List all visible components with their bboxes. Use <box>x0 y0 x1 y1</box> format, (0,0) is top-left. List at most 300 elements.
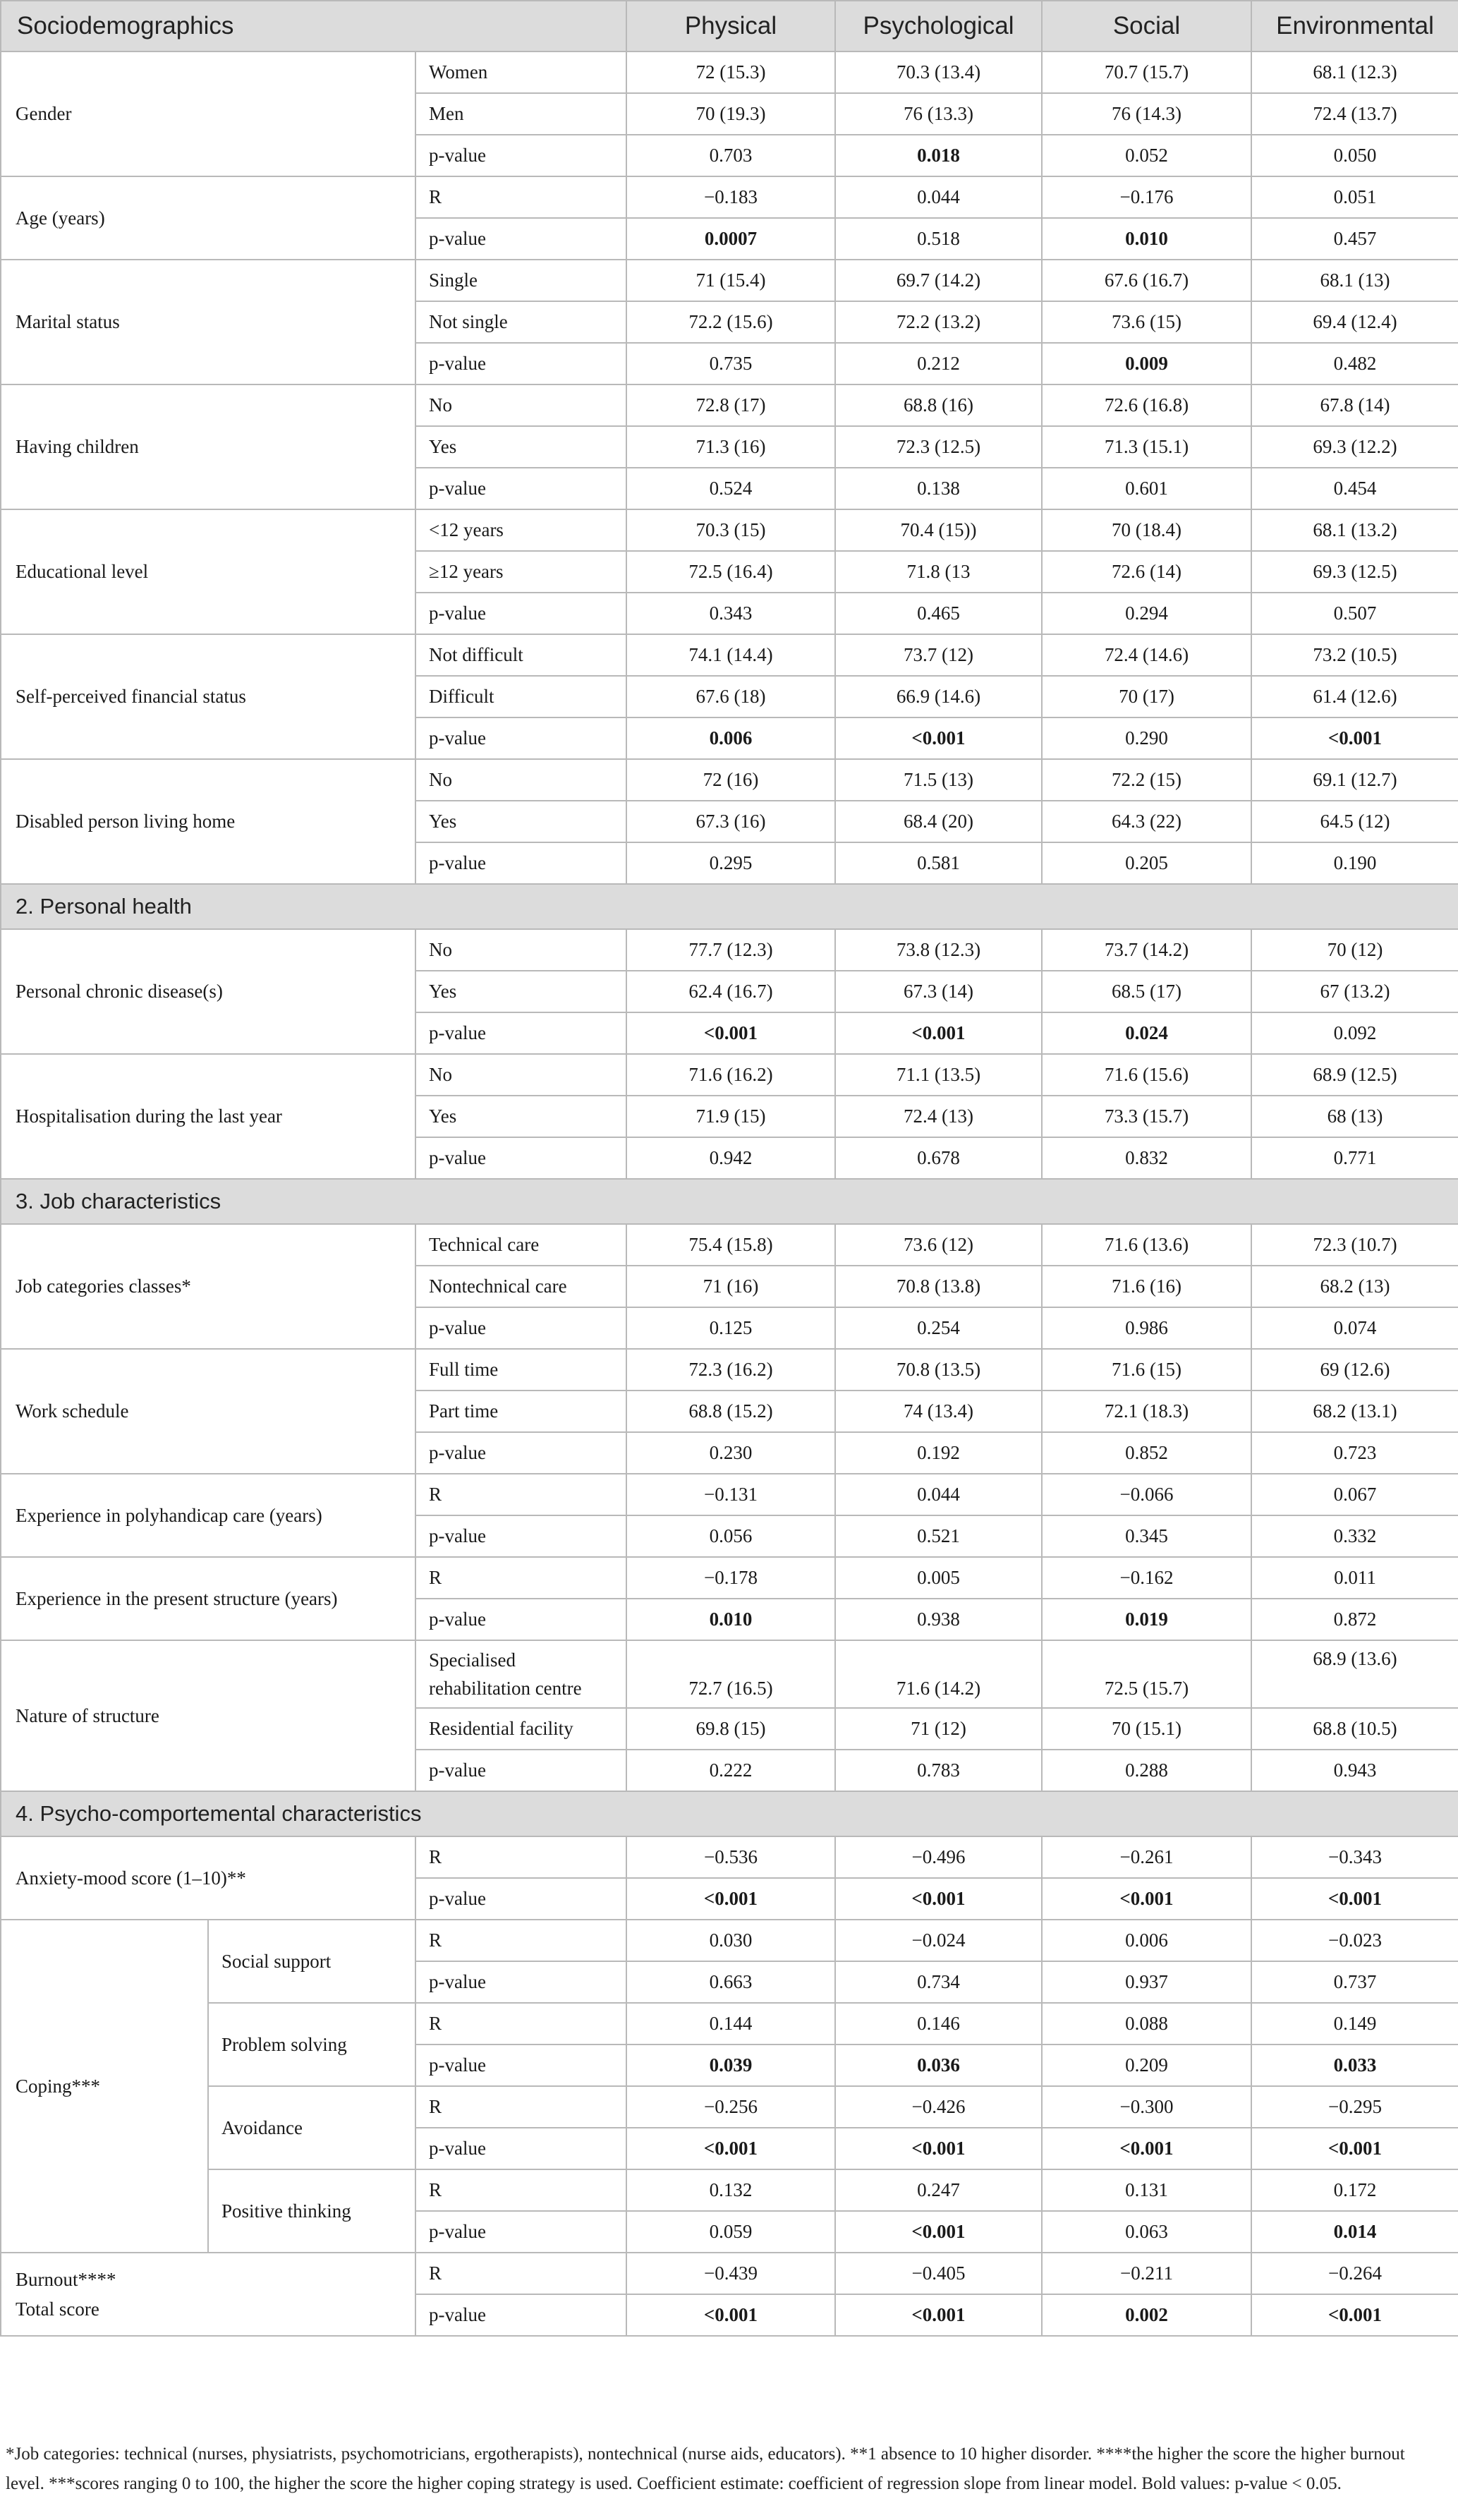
value-cell: 72.3 (12.5) <box>835 426 1042 468</box>
value-cell: 0.872 <box>1251 1599 1458 1640</box>
value-cell: 0.986 <box>1042 1307 1251 1349</box>
value-cell: 61.4 (12.6) <box>1251 676 1458 717</box>
value-cell: 71.3 (16) <box>626 426 835 468</box>
value-cell: 0.290 <box>1042 717 1251 759</box>
value-cell: 0.942 <box>626 1137 835 1179</box>
value-cell: <0.001 <box>626 1878 835 1920</box>
row-sublabel: Not single <box>415 301 626 343</box>
value-cell: 0.051 <box>1251 176 1458 218</box>
variable-label: Educational level <box>1 509 415 634</box>
value-cell: 68.8 (16) <box>835 384 1042 426</box>
value-cell: −0.183 <box>626 176 835 218</box>
table-header <box>1 1 1458 52</box>
table-row <box>1 384 1458 426</box>
value-cell: 0.943 <box>1251 1750 1458 1791</box>
row-sublabel: p-value <box>415 343 626 384</box>
value-cell: <0.001 <box>835 1012 1042 1054</box>
value-cell: 0.524 <box>626 468 835 509</box>
value-cell: 68.1 (13.2) <box>1251 509 1458 551</box>
value-cell: <0.001 <box>835 717 1042 759</box>
row-sublabel: <12 years <box>415 509 626 551</box>
value-cell: 68.2 (13.1) <box>1251 1391 1458 1432</box>
value-cell: 73.3 (15.7) <box>1042 1096 1251 1137</box>
row-sublabel: Yes <box>415 801 626 842</box>
value-cell: 0.018 <box>835 135 1042 176</box>
value-cell: 69.1 (12.7) <box>1251 759 1458 801</box>
value-cell: −0.261 <box>1042 1836 1251 1878</box>
value-cell: 0.172 <box>1251 2169 1458 2211</box>
table-row <box>1 1349 1458 1391</box>
value-cell: 68.9 (13.6) <box>1251 1640 1458 1708</box>
coping-subgroup-label: Positive thinking <box>208 2169 415 2253</box>
row-sublabel: Not difficult <box>415 634 626 676</box>
value-cell: 0.146 <box>835 2003 1042 2045</box>
value-cell: 69.3 (12.5) <box>1251 551 1458 593</box>
variable-label: Having children <box>1 384 415 509</box>
value-cell: 0.009 <box>1042 343 1251 384</box>
variable-label: Hospitalisation during the last year <box>1 1054 415 1179</box>
value-cell: 0.457 <box>1251 218 1458 260</box>
value-cell: 0.010 <box>1042 218 1251 260</box>
table-row <box>1 509 1458 551</box>
variable-label: Marital status <box>1 260 415 384</box>
table-row <box>1 1640 1458 1708</box>
row-sublabel: p-value <box>415 1750 626 1791</box>
value-cell: 0.033 <box>1251 2045 1458 2086</box>
value-cell: <0.001 <box>1251 2128 1458 2169</box>
row-sublabel: Technical care <box>415 1224 626 1266</box>
row-sublabel: p-value <box>415 717 626 759</box>
row-sublabel: R <box>415 1474 626 1515</box>
value-cell: 0.125 <box>626 1307 835 1349</box>
value-cell: 70.8 (13.5) <box>835 1349 1042 1391</box>
value-cell: 72.8 (17) <box>626 384 835 426</box>
value-cell: 0.295 <box>626 842 835 884</box>
value-cell: −0.536 <box>626 1836 835 1878</box>
row-sublabel: R <box>415 1920 626 1961</box>
value-cell: 62.4 (16.7) <box>626 971 835 1012</box>
value-cell: 0.345 <box>1042 1515 1251 1557</box>
value-cell: 71.3 (15.1) <box>1042 426 1251 468</box>
variable-label: Job categories classes* <box>1 1224 415 1349</box>
row-sublabel: R <box>415 1557 626 1599</box>
section-row <box>1 884 1458 929</box>
row-sublabel: Residential facility <box>415 1708 626 1750</box>
value-cell: 72.2 (15.6) <box>626 301 835 343</box>
variable-label: Personal chronic disease(s) <box>1 929 415 1054</box>
coping-subgroup-label: Avoidance <box>208 2086 415 2169</box>
row-sublabel: R <box>415 2169 626 2211</box>
value-cell: 67.3 (14) <box>835 971 1042 1012</box>
value-cell: 70.7 (15.7) <box>1042 52 1251 93</box>
value-cell: <0.001 <box>1251 2294 1458 2336</box>
table-row <box>1 2086 1458 2128</box>
value-cell: 71.9 (15) <box>626 1096 835 1137</box>
value-cell: 66.9 (14.6) <box>835 676 1042 717</box>
value-cell: 77.7 (12.3) <box>626 929 835 971</box>
value-cell: 71 (12) <box>835 1708 1042 1750</box>
value-cell: 0.938 <box>835 1599 1042 1640</box>
value-cell: 0.074 <box>1251 1307 1458 1349</box>
value-cell: 71 (16) <box>626 1266 835 1307</box>
value-cell: 0.254 <box>835 1307 1042 1349</box>
value-cell: 0.288 <box>1042 1750 1251 1791</box>
row-sublabel: p-value <box>415 1432 626 1474</box>
value-cell: −0.496 <box>835 1836 1042 1878</box>
value-cell: 0.019 <box>1042 1599 1251 1640</box>
value-cell: −0.256 <box>626 2086 835 2128</box>
value-cell: 72.4 (13.7) <box>1251 93 1458 135</box>
value-cell: 72.2 (13.2) <box>835 301 1042 343</box>
value-cell: −0.131 <box>626 1474 835 1515</box>
value-cell: 0.138 <box>835 468 1042 509</box>
variable-label: Age (years) <box>1 176 415 260</box>
value-cell: 72.7 (16.5) <box>626 1640 835 1708</box>
value-cell: 0.030 <box>626 1920 835 1961</box>
value-cell: 0.050 <box>1251 135 1458 176</box>
value-cell: 0.507 <box>1251 593 1458 634</box>
value-cell: 69 (12.6) <box>1251 1349 1458 1391</box>
row-sublabel: R <box>415 176 626 218</box>
table-body <box>1 52 1458 2336</box>
row-sublabel: Yes <box>415 426 626 468</box>
value-cell: <0.001 <box>1251 1878 1458 1920</box>
header-row <box>1 1 1458 52</box>
value-cell: 0.005 <box>835 1557 1042 1599</box>
value-cell: −0.264 <box>1251 2253 1458 2294</box>
value-cell: 0.482 <box>1251 343 1458 384</box>
row-sublabel: p-value <box>415 2211 626 2253</box>
table-row <box>1 176 1458 218</box>
coping-subgroup-label: Social support <box>208 1920 415 2003</box>
row-sublabel: Men <box>415 93 626 135</box>
value-cell: 72.3 (10.7) <box>1251 1224 1458 1266</box>
value-cell: 0.088 <box>1042 2003 1251 2045</box>
variable-label: Disabled person living home <box>1 759 415 884</box>
value-cell: −0.162 <box>1042 1557 1251 1599</box>
value-cell: 0.723 <box>1251 1432 1458 1474</box>
value-cell: <0.001 <box>835 1878 1042 1920</box>
value-cell: 68.1 (12.3) <box>1251 52 1458 93</box>
row-sublabel: R <box>415 2003 626 2045</box>
row-sublabel: p-value <box>415 1599 626 1640</box>
value-cell: 69.7 (14.2) <box>835 260 1042 301</box>
footnote-line-2: level. ***scores ranging 0 to 100, the higher the score the higher coping strategy is used. Coefficient estimate: coefficient of regression slope from linear model. Bold values: p-value < 0.05. <box>6 2474 1342 2493</box>
value-cell: −0.439 <box>626 2253 835 2294</box>
coping-label: Coping*** <box>1 1920 208 2253</box>
value-cell: 76 (13.3) <box>835 93 1042 135</box>
row-sublabel: p-value <box>415 2128 626 2169</box>
value-cell: <0.001 <box>1042 1878 1251 1920</box>
value-cell: <0.001 <box>835 2128 1042 2169</box>
value-cell: 72 (15.3) <box>626 52 835 93</box>
value-cell: 0.771 <box>1251 1137 1458 1179</box>
value-cell: 70.3 (15) <box>626 509 835 551</box>
row-sublabel: No <box>415 1054 626 1096</box>
row-sublabel: p-value <box>415 1012 626 1054</box>
value-cell: <0.001 <box>626 2128 835 2169</box>
value-cell: 72.3 (16.2) <box>626 1349 835 1391</box>
section-row <box>1 1179 1458 1224</box>
value-cell: 0.832 <box>1042 1137 1251 1179</box>
value-cell: 0.131 <box>1042 2169 1251 2211</box>
row-sublabel: Part time <box>415 1391 626 1432</box>
value-cell: 0.056 <box>626 1515 835 1557</box>
header-social: Social <box>1042 1 1251 52</box>
value-cell: 73.6 (12) <box>835 1224 1042 1266</box>
value-cell: 0.006 <box>1042 1920 1251 1961</box>
header-psychological: Psychological <box>835 1 1042 52</box>
value-cell: 0.212 <box>835 343 1042 384</box>
value-cell: 0.044 <box>835 176 1042 218</box>
row-sublabel: p-value <box>415 2045 626 2086</box>
value-cell: 0.014 <box>1251 2211 1458 2253</box>
value-cell: 71 (15.4) <box>626 260 835 301</box>
value-cell: 68.5 (17) <box>1042 971 1251 1012</box>
header-sociodemographics: Sociodemographics <box>1 1 626 52</box>
header-environmental: Environmental <box>1251 1 1458 52</box>
row-sublabel: ≥12 years <box>415 551 626 593</box>
value-cell: 71.6 (13.6) <box>1042 1224 1251 1266</box>
value-cell: 0.581 <box>835 842 1042 884</box>
value-cell: 69.4 (12.4) <box>1251 301 1458 343</box>
row-sublabel: No <box>415 759 626 801</box>
value-cell: 67.6 (16.7) <box>1042 260 1251 301</box>
value-cell: 0.222 <box>626 1750 835 1791</box>
value-cell: 69.3 (12.2) <box>1251 426 1458 468</box>
value-cell: 70.4 (15)) <box>835 509 1042 551</box>
row-sublabel: R <box>415 2086 626 2128</box>
row-sublabel: Full time <box>415 1349 626 1391</box>
value-cell: −0.343 <box>1251 1836 1458 1878</box>
value-cell: 0.465 <box>835 593 1042 634</box>
value-cell: 70 (18.4) <box>1042 509 1251 551</box>
table-row <box>1 1054 1458 1096</box>
value-cell: 64.3 (22) <box>1042 801 1251 842</box>
value-cell: 75.4 (15.8) <box>626 1224 835 1266</box>
table-row <box>1 759 1458 801</box>
variable-label: Experience in polyhandicap care (years) <box>1 1474 415 1557</box>
value-cell: 72.1 (18.3) <box>1042 1391 1251 1432</box>
table-row <box>1 929 1458 971</box>
value-cell: −0.066 <box>1042 1474 1251 1515</box>
value-cell: 71.1 (13.5) <box>835 1054 1042 1096</box>
burnout-label <box>1 2253 415 2336</box>
value-cell: −0.300 <box>1042 2086 1251 2128</box>
row-sublabel: No <box>415 929 626 971</box>
value-cell: 0.010 <box>626 1599 835 1640</box>
value-cell: 0.703 <box>626 135 835 176</box>
table-row <box>1 2003 1458 2045</box>
value-cell: 71.6 (15.6) <box>1042 1054 1251 1096</box>
value-cell: 67 (13.2) <box>1251 971 1458 1012</box>
value-cell: 0.737 <box>1251 1961 1458 2003</box>
value-cell: 76 (14.3) <box>1042 93 1251 135</box>
value-cell: 0.734 <box>835 1961 1042 2003</box>
value-cell: 0.036 <box>835 2045 1042 2086</box>
value-cell: 68.1 (13) <box>1251 260 1458 301</box>
value-cell: 68.4 (20) <box>835 801 1042 842</box>
variable-label: Experience in the present structure (years) <box>1 1557 415 1640</box>
value-cell: <0.001 <box>835 2294 1042 2336</box>
value-cell: 0.092 <box>1251 1012 1458 1054</box>
value-cell: −0.178 <box>626 1557 835 1599</box>
value-cell: 0.063 <box>1042 2211 1251 2253</box>
value-cell: 70 (17) <box>1042 676 1251 717</box>
value-cell: 71.8 (13 <box>835 551 1042 593</box>
value-cell: 70 (12) <box>1251 929 1458 971</box>
value-cell: 71.6 (15) <box>1042 1349 1251 1391</box>
row-sublabel: p-value <box>415 1878 626 1920</box>
section-row <box>1 1791 1458 1836</box>
variable-label: Anxiety-mood score (1–10)** <box>1 1836 415 1920</box>
value-cell: 0.518 <box>835 218 1042 260</box>
value-cell: 0.521 <box>835 1515 1042 1557</box>
variable-label: Self-perceived financial status <box>1 634 415 759</box>
value-cell: 0.663 <box>626 1961 835 2003</box>
value-cell: −0.211 <box>1042 2253 1251 2294</box>
value-cell: 0.230 <box>626 1432 835 1474</box>
value-cell: −0.176 <box>1042 176 1251 218</box>
row-sublabel: R <box>415 1836 626 1878</box>
value-cell: 0.937 <box>1042 1961 1251 2003</box>
value-cell: <0.001 <box>626 1012 835 1054</box>
section-title: 3. Job characteristics <box>1 1179 1458 1224</box>
row-sublabel: p-value <box>415 1137 626 1179</box>
value-cell: 0.343 <box>626 593 835 634</box>
table-row <box>1 634 1458 676</box>
table-row <box>1 1836 1458 1878</box>
header-physical: Physical <box>626 1 835 52</box>
row-sublabel: Difficult <box>415 676 626 717</box>
value-cell: 70.3 (13.4) <box>835 52 1042 93</box>
value-cell: 0.002 <box>1042 2294 1251 2336</box>
value-cell: 71.6 (14.2) <box>835 1640 1042 1708</box>
value-cell: 0.052 <box>1042 135 1251 176</box>
value-cell: −0.024 <box>835 1920 1042 1961</box>
value-cell: 0.059 <box>626 2211 835 2253</box>
row-sublabel: p-value <box>415 842 626 884</box>
value-cell: 0.735 <box>626 343 835 384</box>
value-cell: 70 (15.1) <box>1042 1708 1251 1750</box>
value-cell: 72.5 (16.4) <box>626 551 835 593</box>
value-cell: 72.4 (14.6) <box>1042 634 1251 676</box>
row-sublabel: Specialised rehabilitation centre <box>415 1640 626 1708</box>
value-cell: 73.2 (10.5) <box>1251 634 1458 676</box>
value-cell: 0.0007 <box>626 218 835 260</box>
value-cell: 0.209 <box>1042 2045 1251 2086</box>
value-cell: <0.001 <box>626 2294 835 2336</box>
value-cell: 0.678 <box>835 1137 1042 1179</box>
section-title: 4. Psycho-comportemental characteristics <box>1 1791 1458 1836</box>
row-sublabel: p-value <box>415 593 626 634</box>
value-cell: 0.024 <box>1042 1012 1251 1054</box>
value-cell: 70 (19.3) <box>626 93 835 135</box>
table-row <box>1 2169 1458 2211</box>
value-cell: 71.5 (13) <box>835 759 1042 801</box>
value-cell: 72.4 (13) <box>835 1096 1042 1137</box>
value-cell: 68.8 (15.2) <box>626 1391 835 1432</box>
value-cell: 67.6 (18) <box>626 676 835 717</box>
value-cell: 72.6 (16.8) <box>1042 384 1251 426</box>
value-cell: 72.5 (15.7) <box>1042 1640 1251 1708</box>
value-cell: 0.011 <box>1251 1557 1458 1599</box>
value-cell: 0.332 <box>1251 1515 1458 1557</box>
value-cell: <0.001 <box>1251 717 1458 759</box>
table-row <box>1 1920 1458 1961</box>
value-cell: 0.044 <box>835 1474 1042 1515</box>
value-cell: 64.5 (12) <box>1251 801 1458 842</box>
value-cell: 0.039 <box>626 2045 835 2086</box>
value-cell: 73.7 (14.2) <box>1042 929 1251 971</box>
value-cell: 0.067 <box>1251 1474 1458 1515</box>
footnote-line-1: *Job categories: technical (nurses, physiatrists, psychomotricians, ergotherapists), nontechnical (nurse aids, educators). **1 absence to 10 higher disorder. ****the higher the score the higher burnout <box>6 2445 1405 2464</box>
row-sublabel: No <box>415 384 626 426</box>
table-row <box>1 1224 1458 1266</box>
value-cell: 0.852 <box>1042 1432 1251 1474</box>
value-cell: 67.8 (14) <box>1251 384 1458 426</box>
value-cell: 0.454 <box>1251 468 1458 509</box>
value-cell: 71.6 (16.2) <box>626 1054 835 1096</box>
value-cell: 0.247 <box>835 2169 1042 2211</box>
row-sublabel: p-value <box>415 2294 626 2336</box>
table-footnote <box>0 2440 1446 2499</box>
value-cell: 0.192 <box>835 1432 1042 1474</box>
value-cell: 0.190 <box>1251 842 1458 884</box>
section-title: 2. Personal health <box>1 884 1458 929</box>
value-cell: 0.006 <box>626 717 835 759</box>
row-sublabel: Yes <box>415 1096 626 1137</box>
variable-label: Work schedule <box>1 1349 415 1474</box>
table-row <box>1 2253 1458 2294</box>
row-sublabel: Nontechnical care <box>415 1266 626 1307</box>
value-cell: <0.001 <box>1042 2128 1251 2169</box>
value-cell: 0.294 <box>1042 593 1251 634</box>
value-cell: 0.132 <box>626 2169 835 2211</box>
value-cell: 68.8 (10.5) <box>1251 1708 1458 1750</box>
value-cell: 0.149 <box>1251 2003 1458 2045</box>
value-cell: 72.2 (15) <box>1042 759 1251 801</box>
coping-subgroup-label: Problem solving <box>208 2003 415 2086</box>
variable-label: Gender <box>1 52 415 176</box>
table-row <box>1 52 1458 93</box>
value-cell: −0.295 <box>1251 2086 1458 2128</box>
burnout-label-line-2: Total score <box>16 2298 99 2320</box>
value-cell: 0.144 <box>626 2003 835 2045</box>
row-sublabel: p-value <box>415 1961 626 2003</box>
value-cell: 72 (16) <box>626 759 835 801</box>
row-sublabel: Women <box>415 52 626 93</box>
value-cell: 73.8 (12.3) <box>835 929 1042 971</box>
value-cell: −0.426 <box>835 2086 1042 2128</box>
value-cell: 70.8 (13.8) <box>835 1266 1042 1307</box>
value-cell: 68 (13) <box>1251 1096 1458 1137</box>
row-sublabel: p-value <box>415 135 626 176</box>
variable-label: Nature of structure <box>1 1640 415 1791</box>
value-cell: <0.001 <box>835 2211 1042 2253</box>
table-row <box>1 1474 1458 1515</box>
value-cell: 69.8 (15) <box>626 1708 835 1750</box>
value-cell: 68.9 (12.5) <box>1251 1054 1458 1096</box>
row-sublabel: R <box>415 2253 626 2294</box>
value-cell: 71.6 (16) <box>1042 1266 1251 1307</box>
row-sublabel: p-value <box>415 468 626 509</box>
value-cell: 0.783 <box>835 1750 1042 1791</box>
value-cell: 74 (13.4) <box>835 1391 1042 1432</box>
value-cell: 73.6 (15) <box>1042 301 1251 343</box>
value-cell: 72.6 (14) <box>1042 551 1251 593</box>
value-cell: 0.205 <box>1042 842 1251 884</box>
